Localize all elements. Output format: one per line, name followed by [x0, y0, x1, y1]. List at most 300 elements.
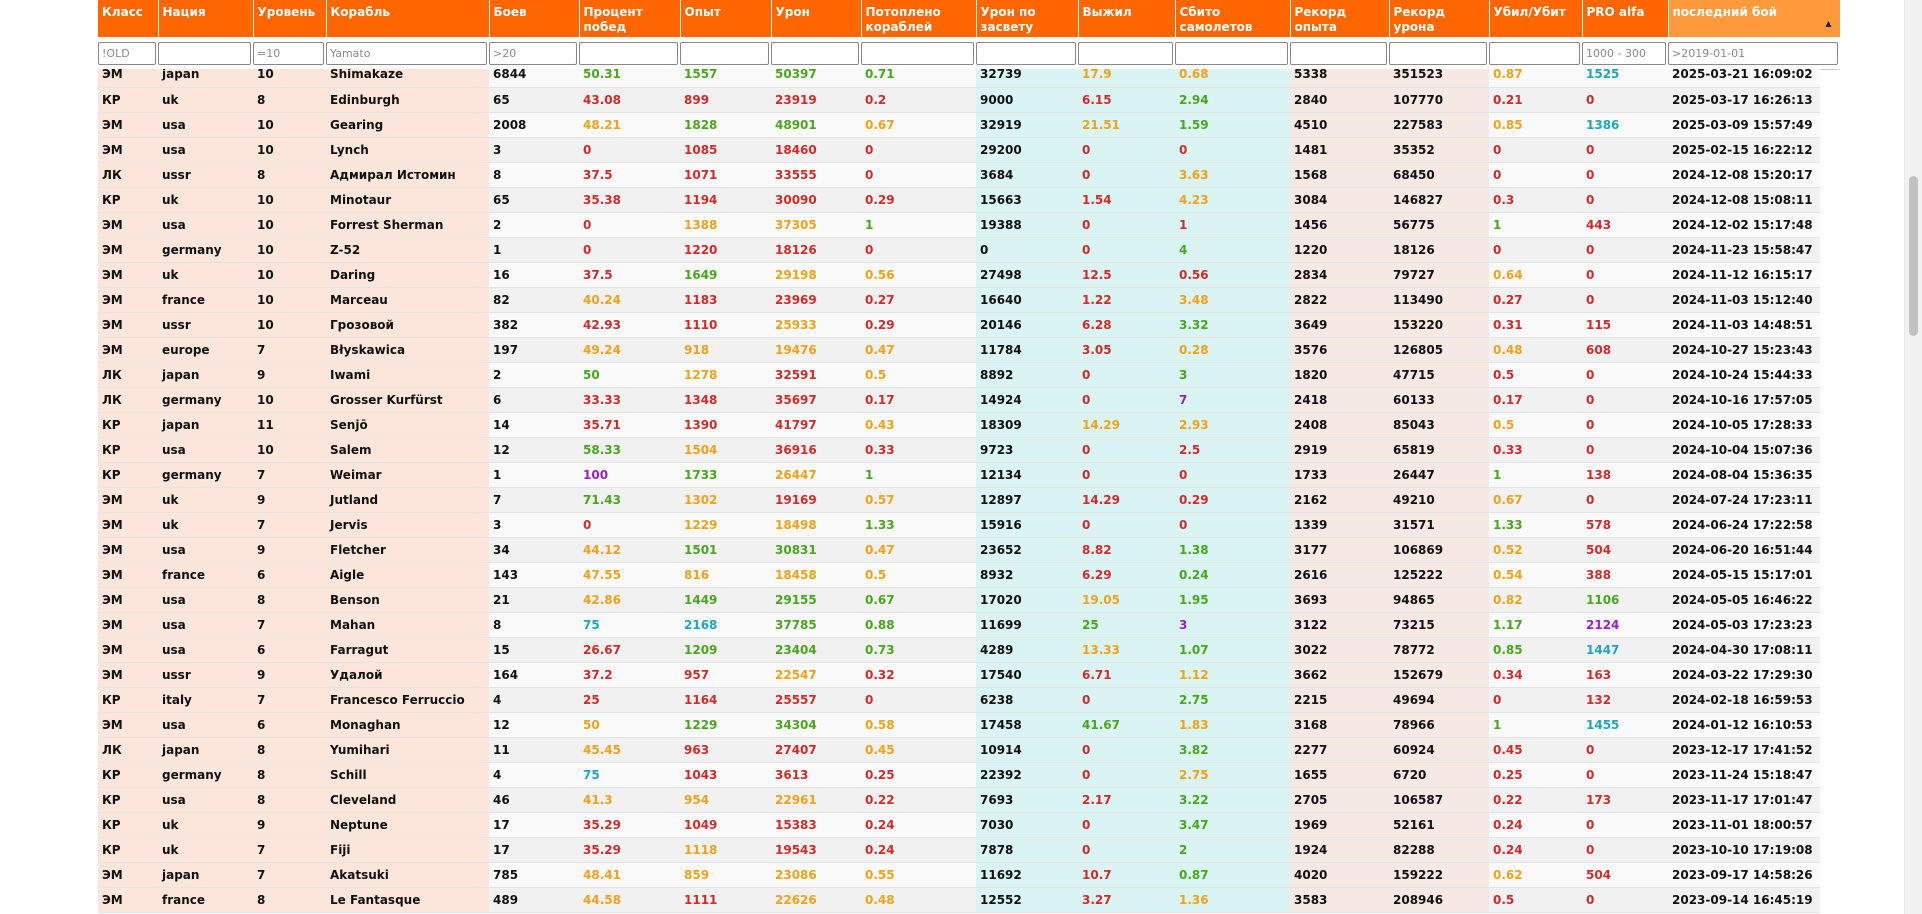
cell-exp: 859: [680, 862, 771, 887]
cell-damage-record: 73215: [1389, 612, 1489, 637]
cell-win-rate: 26.67: [579, 637, 680, 662]
cell-win-rate: 37.5: [579, 162, 680, 187]
cell-nation: usa: [158, 212, 253, 237]
cell-planes-shot: 0.56: [1175, 262, 1290, 287]
filter-exp-record-input[interactable]: [1290, 42, 1387, 65]
cell-exp-record: 1969: [1290, 812, 1389, 837]
table-row[interactable]: [98, 69, 1820, 87]
filter-pro-alfa-input[interactable]: [1582, 42, 1666, 65]
cell-win-rate: 25: [579, 687, 680, 712]
cell-kd-ratio: 0.62: [1489, 862, 1582, 887]
cell-exp: 1302: [680, 487, 771, 512]
cell-ship: Błyskawica: [326, 337, 489, 362]
cell-ships-sunk: 0.5: [861, 362, 976, 387]
col-header-tier[interactable]: Уровень: [253, 0, 326, 37]
col-header-ship[interactable]: Корабль: [326, 0, 489, 37]
filter-class-input[interactable]: [98, 42, 156, 65]
cell-last-battle: 2024-11-03 15:12:40: [1668, 287, 1820, 312]
cell-survived: 3.27: [1078, 887, 1175, 912]
table-row[interactable]: [98, 387, 1820, 412]
cell-ship: Neptune: [326, 812, 489, 837]
cell-last-battle: 2023-11-24 15:18:47: [1668, 762, 1820, 787]
cell-ship: Senjō: [326, 412, 489, 437]
filter-spot-damage-input[interactable]: [976, 42, 1076, 65]
cell-nation: ussr: [158, 662, 253, 687]
cell-damage-record: 79727: [1389, 262, 1489, 287]
table-row[interactable]: [98, 587, 1820, 612]
table-row[interactable]: [98, 162, 1820, 187]
cell-ship: Weimar: [326, 462, 489, 487]
cell-last-battle: 2024-03-22 17:29:30: [1668, 662, 1820, 687]
cell-exp: 1278: [680, 362, 771, 387]
cell-kd-ratio: 0.85: [1489, 112, 1582, 137]
cell-last-battle: 2024-12-08 15:20:17: [1668, 162, 1820, 187]
cell-damage-record: 351523: [1389, 69, 1489, 87]
cell-damage-record: 106869: [1389, 537, 1489, 562]
cell-exp: 1348: [680, 387, 771, 412]
cell-damage: 23404: [771, 637, 861, 662]
cell-ships-sunk: 0.56: [861, 262, 976, 287]
table-row[interactable]: [98, 837, 1820, 862]
cell-spot-damage: 23652: [976, 537, 1078, 562]
table-row[interactable]: [98, 312, 1820, 337]
cell-spot-damage: 14924: [976, 387, 1078, 412]
cell-tier: 6: [253, 712, 326, 737]
cell-spot-damage: 0: [976, 237, 1078, 262]
col-header-win-rate[interactable]: Процент побед: [579, 0, 680, 37]
cell-damage: 30831: [771, 537, 861, 562]
cell-ships-sunk: 0.73: [861, 637, 976, 662]
cell-class: ЭМ: [98, 637, 158, 662]
filter-survived-input[interactable]: [1078, 42, 1173, 65]
cell-class: ЭМ: [98, 487, 158, 512]
cell-damage-record: 68450: [1389, 162, 1489, 187]
table-row[interactable]: [98, 212, 1820, 237]
cell-last-battle: 2024-01-12 16:10:53: [1668, 712, 1820, 737]
cell-nation: uk: [158, 487, 253, 512]
cell-nation: uk: [158, 812, 253, 837]
cell-nation: usa: [158, 612, 253, 637]
cell-damage-record: 60924: [1389, 737, 1489, 762]
cell-kd-ratio: 0.45: [1489, 737, 1582, 762]
cell-tier: 10: [253, 137, 326, 162]
table-row[interactable]: [98, 662, 1820, 687]
table-row[interactable]: [98, 187, 1820, 212]
col-header-damage-record[interactable]: Рекорд урона: [1389, 0, 1489, 37]
cell-class: КР: [98, 812, 158, 837]
cell-class: КР: [98, 412, 158, 437]
cell-nation: usa: [158, 712, 253, 737]
cell-win-rate: 47.55: [579, 562, 680, 587]
cell-spot-damage: 15916: [976, 512, 1078, 537]
cell-spot-damage: 6238: [976, 687, 1078, 712]
cell-exp-record: 2919: [1290, 437, 1389, 462]
cell-spot-damage: 12552: [976, 887, 1078, 912]
cell-tier: 7: [253, 462, 326, 487]
filter-damage-input[interactable]: [771, 42, 859, 65]
table-row[interactable]: [98, 787, 1820, 812]
filter-tier-input[interactable]: [253, 42, 324, 65]
cell-planes-shot: 3: [1175, 362, 1290, 387]
table-row[interactable]: [98, 737, 1820, 762]
cell-tier: 11: [253, 412, 326, 437]
cell-damage-record: 107770: [1389, 87, 1489, 112]
cell-class: ЭМ: [98, 337, 158, 362]
cell-win-rate: 0: [579, 512, 680, 537]
cell-damage-record: 47715: [1389, 362, 1489, 387]
cell-class: ЛК: [98, 737, 158, 762]
cell-survived: 25: [1078, 612, 1175, 637]
cell-ship: Grosser Kurfürst: [326, 387, 489, 412]
col-header-exp-record[interactable]: Рекорд опыта: [1290, 0, 1389, 37]
cell-ship: Daring: [326, 262, 489, 287]
col-header-exp[interactable]: Опыт: [680, 0, 771, 37]
cell-spot-damage: 11784: [976, 337, 1078, 362]
cell-last-battle: 2023-11-17 17:01:47: [1668, 787, 1820, 812]
cell-win-rate: 45.45: [579, 737, 680, 762]
cell-damage: 25557: [771, 687, 861, 712]
filter-kd-ratio-input[interactable]: [1489, 42, 1580, 65]
cell-spot-damage: 20146: [976, 312, 1078, 337]
cell-nation: uk: [158, 187, 253, 212]
cell-survived: 0: [1078, 437, 1175, 462]
filter-last-battle-input[interactable]: [1668, 42, 1838, 65]
cell-battles: 2: [489, 362, 579, 387]
cell-battles: 164: [489, 662, 579, 687]
cell-spot-damage: 7693: [976, 787, 1078, 812]
cell-kd-ratio: 0.54: [1489, 562, 1582, 587]
cell-survived: 41.67: [1078, 712, 1175, 737]
cell-win-rate: 50: [579, 712, 680, 737]
cell-damage: 18458: [771, 562, 861, 587]
cell-nation: germany: [158, 462, 253, 487]
cell-ship: Le Fantasque: [326, 887, 489, 912]
cell-ship: Fletcher: [326, 537, 489, 562]
cell-exp: 1229: [680, 712, 771, 737]
cell-planes-shot: 3.47: [1175, 812, 1290, 837]
cell-win-rate: 50: [579, 362, 680, 387]
cell-damage: 18126: [771, 237, 861, 262]
cell-last-battle: 2024-05-15 15:17:01: [1668, 562, 1820, 587]
cell-nation: japan: [158, 69, 253, 87]
cell-damage-record: 56775: [1389, 212, 1489, 237]
cell-exp-record: 3084: [1290, 187, 1389, 212]
cell-class: ЭМ: [98, 662, 158, 687]
table-row[interactable]: [98, 562, 1820, 587]
table-row[interactable]: [98, 687, 1820, 712]
col-header-pro-alfa[interactable]: PRO alfa: [1582, 0, 1668, 37]
table-row[interactable]: [98, 512, 1820, 537]
cell-battles: 143: [489, 562, 579, 587]
cell-damage: 25933: [771, 312, 861, 337]
col-header-battles[interactable]: Боев: [489, 0, 579, 37]
cell-planes-shot: 0.68: [1175, 69, 1290, 87]
cell-exp-record: 3168: [1290, 712, 1389, 737]
cell-survived: 13.33: [1078, 637, 1175, 662]
cell-survived: 1.22: [1078, 287, 1175, 312]
table-row[interactable]: [98, 287, 1820, 312]
cell-tier: 9: [253, 362, 326, 387]
table-row[interactable]: [98, 537, 1820, 562]
vertical-scrollbar[interactable]: [1904, 0, 1922, 914]
cell-last-battle: 2024-10-04 15:07:36: [1668, 437, 1820, 462]
cell-planes-shot: 0.29: [1175, 487, 1290, 512]
cell-damage: 19476: [771, 337, 861, 362]
cell-ship: Mahan: [326, 612, 489, 637]
cell-kd-ratio: 0.67: [1489, 487, 1582, 512]
cell-exp: 918: [680, 337, 771, 362]
cell-ship: Shimakaze: [326, 69, 489, 87]
cell-last-battle: 2024-11-12 16:15:17: [1668, 262, 1820, 287]
ships-table-body: [98, 69, 1820, 913]
cell-tier: 8: [253, 787, 326, 812]
cell-ships-sunk: 0.29: [861, 312, 976, 337]
table-row[interactable]: [98, 337, 1820, 362]
cell-exp: 2168: [680, 612, 771, 637]
cell-win-rate: 40.24: [579, 287, 680, 312]
cell-nation: uk: [158, 837, 253, 862]
col-header-kd-ratio[interactable]: Убил/Убит: [1489, 0, 1582, 37]
cell-kd-ratio: 0.5: [1489, 887, 1582, 912]
table-row[interactable]: [98, 462, 1820, 487]
cell-spot-damage: 12897: [976, 487, 1078, 512]
table-row[interactable]: [98, 887, 1820, 912]
scrollbar-thumb[interactable]: [1909, 176, 1918, 336]
col-header-spot-damage[interactable]: Урон по засвету: [976, 0, 1078, 37]
cell-planes-shot: 2.75: [1175, 687, 1290, 712]
cell-tier: 8: [253, 87, 326, 112]
table-row[interactable]: [98, 487, 1820, 512]
cell-pro-alfa: 2124: [1582, 612, 1668, 637]
cell-win-rate: 44.58: [579, 887, 680, 912]
cell-exp-record: 2418: [1290, 387, 1389, 412]
cell-nation: japan: [158, 862, 253, 887]
table-row[interactable]: [98, 812, 1820, 837]
cell-nation: usa: [158, 787, 253, 812]
col-header-class[interactable]: Класс: [98, 0, 158, 37]
table-row[interactable]: [98, 362, 1820, 387]
col-header-nation[interactable]: Нация: [158, 0, 253, 37]
cell-pro-alfa: 578: [1582, 512, 1668, 537]
cell-damage-record: 208946: [1389, 887, 1489, 912]
cell-exp: 1504: [680, 437, 771, 462]
cell-ships-sunk: 0: [861, 237, 976, 262]
cell-planes-shot: 1.12: [1175, 662, 1290, 687]
cell-damage: 32591: [771, 362, 861, 387]
table-row[interactable]: [98, 137, 1820, 162]
cell-kd-ratio: 0.33: [1489, 437, 1582, 462]
cell-spot-damage: 17458: [976, 712, 1078, 737]
cell-ships-sunk: 1: [861, 212, 976, 237]
cell-kd-ratio: 0.31: [1489, 312, 1582, 337]
cell-exp-record: 1481: [1290, 137, 1389, 162]
cell-win-rate: 35.29: [579, 812, 680, 837]
cell-class: КР: [98, 787, 158, 812]
table-rows: [98, 69, 1820, 912]
table-row[interactable]: [98, 712, 1820, 737]
cell-exp-record: 5338: [1290, 69, 1389, 87]
cell-win-rate: 42.86: [579, 587, 680, 612]
cell-last-battle: 2023-10-10 17:19:08: [1668, 837, 1820, 862]
cell-pro-alfa: 173: [1582, 787, 1668, 812]
cell-exp-record: 1568: [1290, 162, 1389, 187]
cell-ship: Fiji: [326, 837, 489, 862]
col-header-last-battle[interactable]: [1668, 0, 1840, 37]
cell-battles: 197: [489, 337, 579, 362]
cell-kd-ratio: 0.27: [1489, 287, 1582, 312]
filter-planes-shot-input[interactable]: [1175, 42, 1288, 65]
cell-class: КР: [98, 762, 158, 787]
table-row[interactable]: [98, 87, 1820, 112]
table-row[interactable]: [98, 412, 1820, 437]
table-row[interactable]: [98, 762, 1820, 787]
cell-win-rate: 48.41: [579, 862, 680, 887]
cell-damage: 37305: [771, 212, 861, 237]
cell-win-rate: 44.12: [579, 537, 680, 562]
cell-survived: 0: [1078, 362, 1175, 387]
cell-exp-record: 2408: [1290, 412, 1389, 437]
cell-pro-alfa: 0: [1582, 487, 1668, 512]
cell-class: ЭМ: [98, 69, 158, 87]
cell-nation: usa: [158, 112, 253, 137]
cell-kd-ratio: 0.24: [1489, 812, 1582, 837]
table-row[interactable]: [98, 262, 1820, 287]
cell-exp-record: 3122: [1290, 612, 1389, 637]
cell-ship: Farragut: [326, 637, 489, 662]
cell-damage: 48901: [771, 112, 861, 137]
cell-last-battle: 2024-05-03 17:23:23: [1668, 612, 1820, 637]
cell-ships-sunk: 1: [861, 462, 976, 487]
filter-exp-input[interactable]: [680, 42, 769, 65]
cell-spot-damage: 7878: [976, 837, 1078, 862]
cell-class: ЛК: [98, 162, 158, 187]
cell-planes-shot: 3.22: [1175, 787, 1290, 812]
cell-tier: 10: [253, 437, 326, 462]
cell-win-rate: 43.08: [579, 87, 680, 112]
cell-exp-record: 3022: [1290, 637, 1389, 662]
filter-damage-record-input[interactable]: [1389, 42, 1487, 65]
col-header-damage[interactable]: Урон: [771, 0, 861, 37]
cell-ships-sunk: 0.43: [861, 412, 976, 437]
cell-exp: 1390: [680, 412, 771, 437]
cell-nation: japan: [158, 362, 253, 387]
cell-ship: Salem: [326, 437, 489, 462]
cell-nation: japan: [158, 412, 253, 437]
cell-pro-alfa: 0: [1582, 762, 1668, 787]
table-row[interactable]: [98, 112, 1820, 137]
cell-survived: 10.7: [1078, 862, 1175, 887]
cell-tier: 9: [253, 537, 326, 562]
cell-exp-record: 3576: [1290, 337, 1389, 362]
cell-win-rate: 50.31: [579, 69, 680, 87]
cell-pro-alfa: 388: [1582, 562, 1668, 587]
cell-win-rate: 49.24: [579, 337, 680, 362]
cell-damage-record: 159222: [1389, 862, 1489, 887]
table-row[interactable]: [98, 637, 1820, 662]
cell-exp: 816: [680, 562, 771, 587]
table-row[interactable]: [98, 237, 1820, 262]
table-row[interactable]: [98, 862, 1820, 887]
col-header-planes-shot[interactable]: Сбито самолетов: [1175, 0, 1290, 37]
cell-last-battle: 2023-09-14 16:45:19: [1668, 887, 1820, 912]
filter-row: [98, 37, 1840, 69]
cell-exp: 1449: [680, 587, 771, 612]
cell-exp: 1194: [680, 187, 771, 212]
cell-ship: Iwami: [326, 362, 489, 387]
cell-nation: italy: [158, 687, 253, 712]
cell-damage-record: 113490: [1389, 287, 1489, 312]
cell-survived: 0: [1078, 737, 1175, 762]
cell-battles: 3: [489, 137, 579, 162]
cell-damage-record: 78772: [1389, 637, 1489, 662]
filter-ship-input[interactable]: [326, 42, 487, 65]
cell-planes-shot: 2.94: [1175, 87, 1290, 112]
cell-ships-sunk: 0.22: [861, 787, 976, 812]
cell-pro-alfa: 0: [1582, 87, 1668, 112]
cell-planes-shot: 3.63: [1175, 162, 1290, 187]
cell-nation: france: [158, 562, 253, 587]
cell-exp: 1049: [680, 812, 771, 837]
cell-exp: 1229: [680, 512, 771, 537]
cell-nation: usa: [158, 587, 253, 612]
cell-exp-record: 1924: [1290, 837, 1389, 862]
col-header-survived[interactable]: Выжил: [1078, 0, 1175, 37]
cell-exp: 963: [680, 737, 771, 762]
table-body-viewport[interactable]: [98, 69, 1820, 914]
cell-battles: 65: [489, 187, 579, 212]
cell-damage-record: 146827: [1389, 187, 1489, 212]
cell-class: ЭМ: [98, 262, 158, 287]
cell-exp-record: 2277: [1290, 737, 1389, 762]
cell-pro-alfa: 0: [1582, 737, 1668, 762]
cell-planes-shot: 3: [1175, 612, 1290, 637]
cell-planes-shot: 1.95: [1175, 587, 1290, 612]
cell-damage: 19543: [771, 837, 861, 862]
cell-damage-record: 94865: [1389, 587, 1489, 612]
cell-battles: 785: [489, 862, 579, 887]
cell-exp-record: 2705: [1290, 787, 1389, 812]
filter-nation-input[interactable]: [158, 42, 251, 65]
cell-win-rate: 58.33: [579, 437, 680, 462]
cell-battles: 65: [489, 87, 579, 112]
cell-damage-record: 18126: [1389, 237, 1489, 262]
cell-planes-shot: 1.38: [1175, 537, 1290, 562]
cell-planes-shot: 1.83: [1175, 712, 1290, 737]
filter-ships-sunk-input[interactable]: [861, 42, 974, 65]
cell-planes-shot: 1.59: [1175, 112, 1290, 137]
cell-last-battle: 2024-12-08 15:08:11: [1668, 187, 1820, 212]
cell-tier: 8: [253, 587, 326, 612]
cell-ship: Lynch: [326, 137, 489, 162]
cell-planes-shot: 2.93: [1175, 412, 1290, 437]
cell-nation: japan: [158, 737, 253, 762]
cell-nation: ussr: [158, 162, 253, 187]
filter-battles-input[interactable]: [489, 42, 577, 65]
filter-win-rate-input[interactable]: [579, 42, 678, 65]
cell-win-rate: 35.38: [579, 187, 680, 212]
cell-survived: 14.29: [1078, 487, 1175, 512]
table-row[interactable]: [98, 437, 1820, 462]
col-header-ships-sunk[interactable]: Потоплено кораблей: [861, 0, 976, 37]
cell-planes-shot: 0.87: [1175, 862, 1290, 887]
cell-damage-record: 6720: [1389, 762, 1489, 787]
table-row[interactable]: [98, 612, 1820, 637]
cell-class: ЭМ: [98, 237, 158, 262]
cell-ship: Francesco Ferruccio: [326, 687, 489, 712]
cell-pro-alfa: 0: [1582, 287, 1668, 312]
cell-planes-shot: 1.36: [1175, 887, 1290, 912]
cell-last-battle: 2023-12-17 17:41:52: [1668, 737, 1820, 762]
